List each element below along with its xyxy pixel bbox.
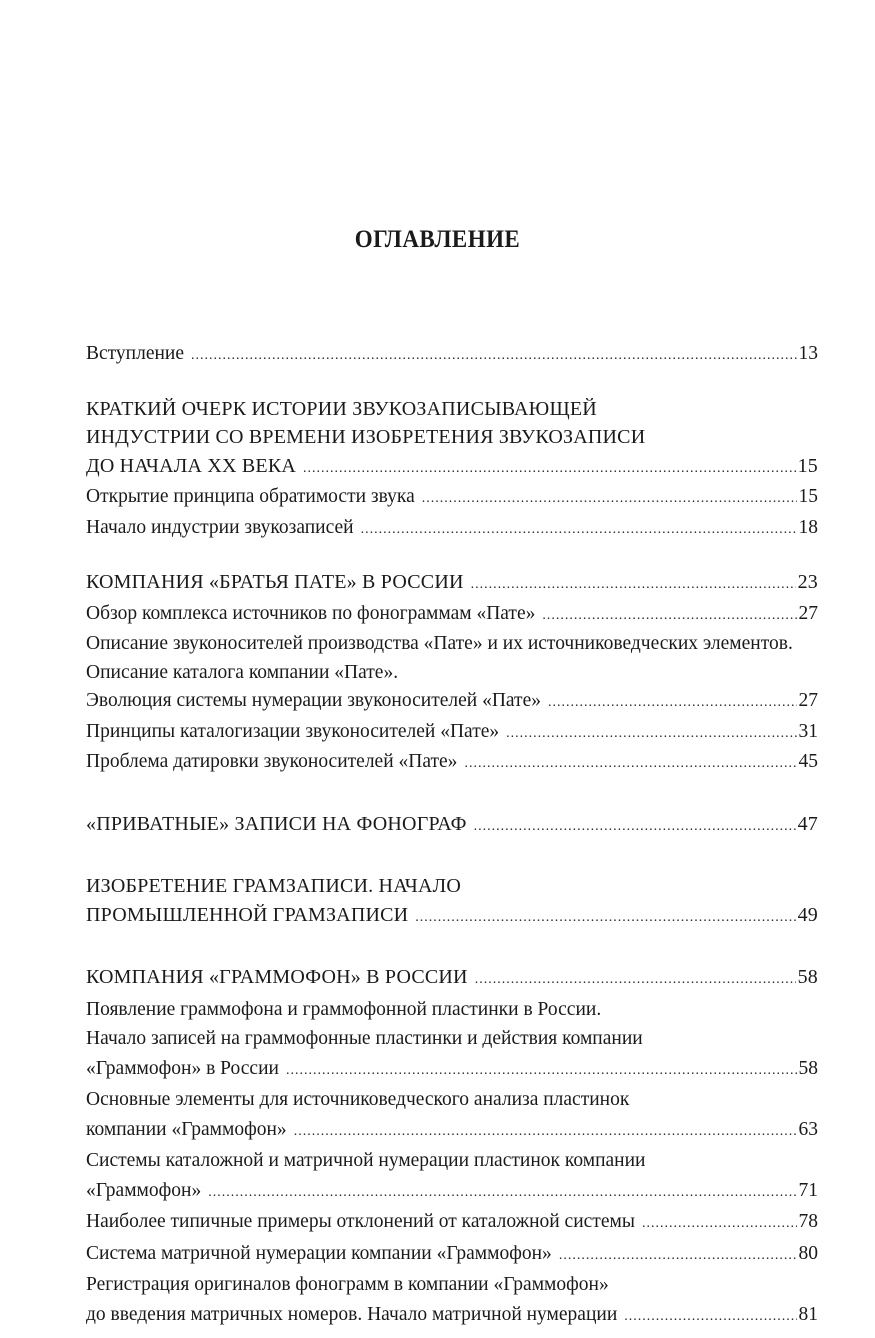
toc-entry[interactable] — [86, 483, 818, 514]
toc-entry-title: Системы каталожной и матричной нумерации пластинок компании — [86, 1150, 646, 1171]
toc-entry-title: Начало записей на граммофонные пластинки и действия компании — [86, 1028, 643, 1049]
toc-entry-title: Наиболее типичные примеры отклонений от каталожной системы — [86, 1211, 635, 1232]
toc-section-heading[interactable] — [86, 568, 818, 600]
toc-entry-page: 27 — [798, 690, 818, 711]
toc-entry[interactable] — [86, 630, 818, 659]
toc-section-heading[interactable] — [86, 872, 818, 901]
toc-entry-title: «Граммофон» в России — [86, 1057, 279, 1079]
toc-entry-page: 27 — [798, 602, 818, 624]
toc-section-heading[interactable] — [86, 423, 818, 452]
toc-section-heading[interactable] — [86, 963, 818, 995]
toc-entry-page: 81 — [798, 1303, 818, 1325]
toc-entry-title: Основные элементы для источниковедческого анализа пластинок — [86, 1089, 630, 1110]
toc-entry-page: 15 — [797, 454, 818, 477]
toc-entry-page: 18 — [798, 516, 818, 538]
toc-entry-page: 49 — [797, 903, 818, 926]
toc-entry[interactable] — [86, 1054, 818, 1086]
toc-entry[interactable] — [86, 1146, 818, 1176]
toc-entry[interactable] — [86, 748, 818, 779]
toc-section-heading[interactable] — [86, 901, 818, 933]
toc-entry-title: ДО НАЧАЛА XX ВЕКА — [86, 454, 297, 477]
toc-entry-title: Появление граммофона и граммофонной пластинки в России. — [86, 998, 602, 1020]
toc-entry[interactable] — [86, 340, 818, 371]
toc-entry-title: до введения матричных номеров. Начало матричной нумерации — [86, 1303, 618, 1325]
toc-entry[interactable] — [86, 659, 818, 688]
toc-entry-page: 71 — [798, 1179, 818, 1201]
toc-entry-page: 58 — [797, 966, 818, 988]
toc-entry[interactable] — [86, 995, 818, 1025]
toc-entry[interactable] — [86, 1115, 818, 1147]
toc-entry-title: Открытие принципа обратимости звука — [86, 486, 415, 507]
dot-leader — [191, 342, 796, 371]
dot-leader — [542, 602, 796, 631]
dot-leader — [471, 571, 796, 600]
toc-entry[interactable] — [86, 718, 818, 749]
toc-section-heading[interactable] — [86, 452, 818, 484]
toc-entry[interactable] — [86, 514, 818, 545]
toc-entry-title: «Граммофон» — [86, 1179, 202, 1201]
page-title: ОГЛАВЛЕНИЕ — [354, 226, 521, 253]
toc-entry-title: КОМПАНИЯ «ГРАММОФОН» В РОССИИ — [86, 966, 468, 988]
toc-section-heading[interactable] — [86, 395, 818, 424]
toc-entry-title: Принципы каталогизации звуконосителей «Пате» — [86, 720, 500, 742]
dot-leader — [303, 455, 796, 484]
toc-entry-title: ИНДУСТРИИ СО ВРЕМЕНИ ИЗОБРЕТЕНИЯ ЗВУКОЗАПИСИ — [86, 426, 646, 448]
toc-entry-title: Обзор комплекса источников по фонограммам «Пате» — [86, 602, 536, 624]
toc-entry[interactable] — [86, 1085, 818, 1115]
dot-leader — [624, 1302, 796, 1332]
toc-entry[interactable] — [86, 1024, 818, 1054]
toc-entry-title: Описание каталога компании «Пате». — [86, 661, 399, 683]
dot-leader — [474, 813, 796, 842]
dot-leader — [506, 720, 796, 749]
toc-entry-title: Начало индустрии звукозаписей — [86, 516, 354, 538]
toc-entry-title: КРАТКИЙ ОЧЕРК ИСТОРИИ ЗВУКОЗАПИСЫВАЮЩЕЙ — [86, 397, 597, 420]
toc-entry-title: КОМПАНИЯ «БРАТЬЯ ПАТЕ» В РОССИИ — [86, 571, 464, 593]
dot-leader — [208, 1178, 796, 1208]
toc-section-heading[interactable] — [86, 810, 818, 842]
toc-entry-title: компании «Граммофон» — [86, 1118, 287, 1140]
dot-leader — [464, 750, 796, 779]
table-of-contents — [86, 340, 818, 1331]
toc-entry[interactable] — [86, 1207, 818, 1239]
toc-entry-title: Эволюция системы нумерации звуконосителей «Пате» — [86, 690, 541, 711]
toc-entry[interactable] — [86, 1176, 818, 1208]
toc-entry-title: Проблема датировки звуконосителей «Пате» — [86, 751, 458, 772]
toc-entry-page: 58 — [798, 1057, 818, 1079]
dot-leader — [422, 485, 797, 514]
toc-entry-title: Регистрация оригиналов фонограмм в компании «Граммофон» — [86, 1274, 609, 1295]
toc-entry-page: 13 — [798, 343, 818, 364]
dot-leader — [475, 966, 796, 995]
toc-entry-page: 45 — [798, 751, 818, 772]
dot-leader — [559, 1241, 797, 1271]
toc-entry-title: Система матричной нумерации компании «Граммофон» — [86, 1242, 552, 1264]
toc-entry[interactable] — [86, 687, 818, 718]
toc-entry-title: ПРОМЫШЛЕННОЙ ГРАМЗАПИСИ — [86, 903, 409, 926]
dot-leader — [642, 1209, 797, 1239]
toc-entry-page: 78 — [798, 1211, 818, 1232]
toc-entry-page: 31 — [798, 720, 818, 742]
dot-leader — [548, 689, 797, 718]
toc-entry-page: 23 — [797, 571, 818, 593]
dot-leader — [361, 516, 797, 545]
toc-entry[interactable] — [86, 1300, 818, 1332]
toc-entry-title: ИЗОБРЕТЕНИЕ ГРАМЗАПИСИ. НАЧАЛО — [86, 875, 462, 897]
toc-entry-page: 47 — [797, 812, 818, 835]
toc-entry-title: Описание звуконосителей производства «Пате» и их источниковедческих элементов. — [86, 633, 793, 654]
toc-entry-title: «ПРИВАТНЫЕ» ЗАПИСИ НА ФОНОГРАФ — [86, 812, 467, 835]
dot-leader — [286, 1056, 797, 1086]
toc-entry[interactable] — [86, 1270, 818, 1300]
dot-leader — [415, 904, 795, 933]
toc-entry-page: 63 — [798, 1118, 818, 1140]
toc-entry-page: 15 — [798, 486, 818, 507]
dot-leader — [294, 1117, 797, 1147]
toc-entry-title: Вступление — [86, 343, 185, 364]
toc-entry[interactable] — [86, 600, 818, 631]
toc-entry[interactable] — [86, 1239, 818, 1271]
toc-entry-page: 80 — [798, 1242, 818, 1264]
